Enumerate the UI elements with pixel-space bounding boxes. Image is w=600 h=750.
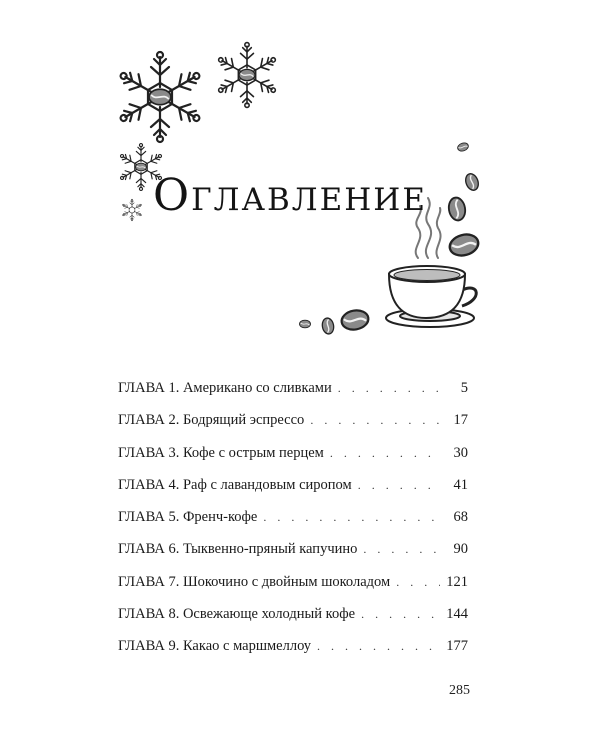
dot-leader [358,478,440,493]
coffee-bean-icon [447,231,480,258]
toc-entry-title: ГЛАВА 9. Какао с маршмеллоу [118,638,312,655]
bean-in-snowflake-icon [149,89,171,104]
dot-leader [361,607,440,622]
page-title: Оглавление [153,170,427,221]
toc-entry-page: 177 [446,638,468,655]
toc-entry-3 [118,445,468,477]
coffee-bean-icon [464,172,481,192]
toc-entry-8 [118,606,468,638]
coffee-bean-icon [340,308,370,331]
coffee-bean-icon [457,142,470,153]
dot-leader [317,639,440,654]
toc-entry-title: ГЛАВА 3. Кофе с острым перцем [118,444,324,461]
dot-leader [338,381,440,396]
toc-entry-page: 41 [453,476,468,493]
dot-leader [396,575,440,590]
toc-entry-4 [118,477,468,509]
dot-leader [263,510,440,525]
dot-leader [310,413,440,428]
toc-entry-page: 5 [460,380,468,396]
toc-entry-page: 17 [453,412,468,429]
toc-entry-title: ГЛАВА 8. Освежающе холодный кофе [118,606,356,623]
toc-entry-title: ГЛАВА 5. Френч-кофе [118,509,258,526]
coffee-bean-icon [447,196,467,221]
toc-entry-page: 90 [453,541,468,558]
snowflake-icon [122,199,143,221]
toc-entry-page: 30 [453,444,468,461]
bean-in-snowflake-icon [239,69,255,80]
page-number: 285 [449,683,470,698]
toc-entry-title: ГЛАВА 2. Бодрящий эспрессо [118,412,305,429]
table-of-contents [118,380,468,671]
toc-entry-title: ГЛАВА 7. Шокочино с двойным шоколадом [118,573,391,590]
toc-entry-page: 68 [453,509,468,526]
coffee-cup-icon [386,266,476,327]
toc-entry-title: ГЛАВА 4. Раф с лавандовым сиропом [118,476,352,493]
toc-entry-9 [118,638,468,670]
toc-entry-title: ГЛАВА 1. Американо со сливками [118,380,332,396]
coffee-bean-icon [300,320,311,328]
toc-entry-5 [118,509,468,541]
toc-entry-2 [118,412,468,444]
toc-entry-1 [118,380,468,412]
toc-entry-page: 121 [446,573,468,590]
toc-entry-7 [118,574,468,606]
bean-in-snowflake-icon [136,163,147,171]
toc-entry-title: ГЛАВА 6. Тыквенно-пряный капучино [118,541,358,558]
toc-entry-page: 144 [446,606,468,623]
dot-leader [363,542,440,557]
coffee-bean-icon [321,317,335,335]
toc-entry-6 [118,541,468,573]
dot-leader [330,446,440,461]
